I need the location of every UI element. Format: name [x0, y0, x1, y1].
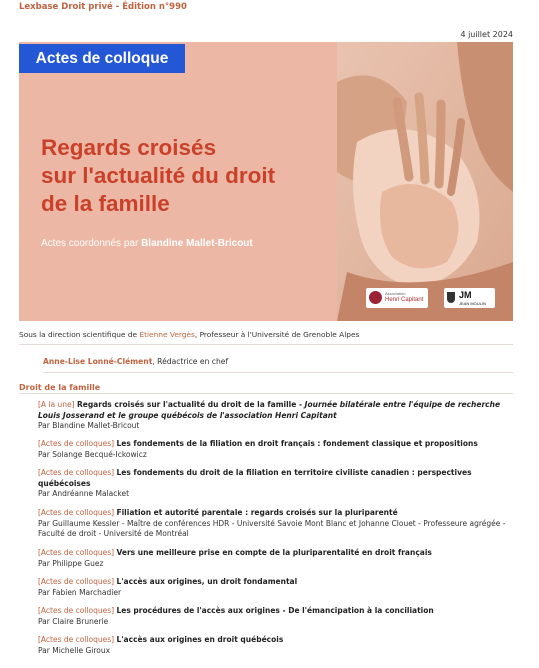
article-title-link[interactable]: Les fondements de la filiation en droit français : fondement classique et propositions: [116, 439, 478, 448]
article-item[interactable]: [Actes de colloques] Les fondements du droit de la filiation en territoire civiliste canadien : perspectives québécoises Par Andréanne Malacket: [38, 468, 472, 498]
issue-date: 4 juillet 2024: [460, 30, 513, 39]
article-item[interactable]: [Actes de colloques] Filiation et autorité parentale : regards croisés sur la pluriparenté Par Guillaume Kessler - Maître de conférences HDR - Université Savoie Mont Blanc et Johanne Clouet - Professeure agrégée - Faculté de droit - Université de Montréal: [38, 508, 506, 538]
director-link[interactable]: Etienne Vergès: [139, 330, 195, 339]
article-title-link[interactable]: Les procédures de l'accès aux origines - De l'émancipation à la conciliation: [116, 606, 434, 615]
banner-title: Regards croisés sur l'actualité du droit de la famille: [41, 135, 276, 216]
section-heading: Droit de la famille: [19, 383, 101, 392]
article-title-link[interactable]: Filiation et autorité parentale : regards croisés sur la pluriparenté: [116, 508, 398, 517]
newsletter-title: Lexbase Droit privé - Édition n°990: [19, 2, 187, 12]
jean-moulin-logo: JM JEAN MOULIN: [444, 288, 495, 308]
article-title-link[interactable]: Les fondements du droit de la filiation en territoire civiliste canadien : perspectives québécoises: [38, 468, 472, 488]
article-title-link[interactable]: Regards croisés sur l'actualité du droit de la famille -: [76, 400, 305, 409]
article-item[interactable]: [Actes de colloques] L'accès aux origines, un droit fondamental Par Fabien Marchadier: [38, 577, 298, 597]
divider: [19, 393, 513, 394]
article-item[interactable]: [Actes de colloques] Vers une meilleure prise en compte de la pluriparentalité en droit français Par Philippe Guez: [38, 548, 432, 568]
scientific-direction: Sous la direction scientifique de Etienne Vergès, Professeur à l'Université de Grenoble Alpes: [19, 330, 360, 339]
hands-photo: [337, 42, 513, 321]
article-item[interactable]: [Actes de colloques] Les procédures de l'accès aux origines - De l'émancipation à la conciliation Par Claire Brunerie: [38, 606, 434, 626]
divider: [19, 344, 513, 345]
article-item[interactable]: [Actes de colloques] Les fondements de la filiation en droit français : fondement classique et propositions Par Solange Becqué-Ickowicz: [38, 439, 478, 459]
editor-credit: Anne-Lise Lonné-Clément, Rédactrice en chef: [43, 357, 229, 366]
article-item[interactable]: [A la une] Regards croisés sur l'actualité du droit de la famille - Journée bilatérale entre l'équipe de recherche Louis Josserand et le groupe québécois de l'association Henri Capitant Par Blandine Mallet-Bricout: [38, 400, 501, 430]
article-title-link[interactable]: L'accès aux origines, un droit fondamental: [116, 577, 298, 586]
colloquium-banner[interactable]: [19, 42, 513, 321]
banner-subtitle: Actes coordonnés par Blandine Mallet-Bricout: [41, 238, 253, 249]
divider: [43, 372, 513, 373]
henri-capitant-logo: Association Henri Capitant: [366, 288, 428, 308]
editor-link[interactable]: Anne-Lise Lonné-Clément: [43, 357, 153, 366]
banner-badge: Actes de colloque: [19, 44, 185, 73]
article-title-link[interactable]: Vers une meilleure prise en compte de la pluriparentalité en droit français: [116, 548, 432, 557]
article-title-link[interactable]: L'accès aux origines en droit québécois: [116, 635, 284, 644]
article-item[interactable]: [Actes de colloques] L'accès aux origines en droit québécois Par Michelle Giroux: [38, 635, 284, 655]
